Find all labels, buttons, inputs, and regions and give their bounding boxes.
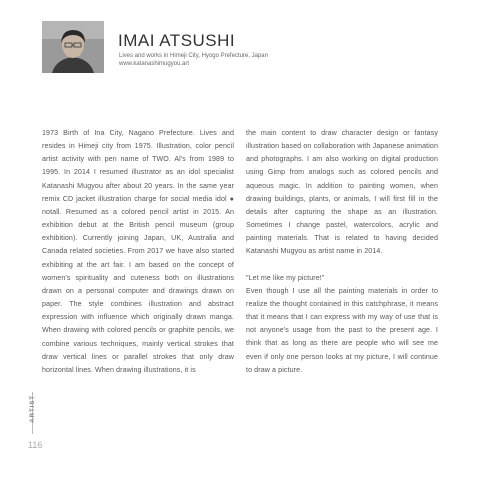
page-number: 116 — [28, 440, 43, 450]
artist-location: Lives and works in Himeji City, Hyogo Prefecture, Japan — [119, 53, 268, 59]
biography-right-column — [246, 127, 438, 377]
section-side-label: ARTIST — [30, 395, 36, 423]
artist-name: IMAI ATSUSHI — [118, 31, 236, 50]
biography-paragraph: 1973 Birth of Ina City, Nagano Prefecture. Lives and resides in Himeji city from 1975. Illustration, color pencil artist activity with pen name of TWO. Al's from 1989 to 1995. In 2014 I resumed illustrator as an idol specialist Katanashi Mugyou after about 20 years. In the same year remix CD jacket illustration charge for social media idol ● notall. Resumed as a colored pencil artist in 2015. An exhibition debut at the British pencil museum (group exhibition). Currently joining Japan, UK, Australia and Canada related societies. From 2017 we have also started exhibiting at the art fair. I am based on the concept of women's spirituality and cuteness both on illustrations drawn on a personal computer and drawings drawn on paper. The style combines illustration and abstract expression with influence which originally drawn manga. When drawing with colored pencils or graphite pencils, we combine various techniques, mainly vertical strokes that draw vertical lines or parallel strokes that only draw horizontal lines. When drawing illustrations, it is — [42, 129, 234, 374]
biography-left-column — [42, 127, 234, 377]
artist-website-link[interactable]: www.katanashimugyou.art — [119, 61, 190, 67]
biography-paragraph: Even though I use all the painting materials in order to realize the thought contained in this catchphrase, it means that it means that I can express with my way of use that is not anyone's usage from the past to the present age. I think that as long as there are people who will see me even if only one person looks at my picture, I will continue to draw a picture. — [246, 286, 438, 374]
biography-paragraph: the main content to draw character design or fantasy illustration based on collaboration with Japanese animation and photographs. I am also working on digital production using Gimp from analogs such as colored pencils and aqueous magic. In addition to painting women, when drawing buildings, plants, or animals, I will first fill in the details after capturing the shape as an illustration. Sometimes I change pastel, watercolors, acrylic and painting materials. That is related to having decided Katanashi Mugyou as artist name in 2014. — [246, 129, 438, 256]
catchphrase: "Let me like my picture!" — [246, 273, 325, 282]
portrait-image — [42, 21, 104, 73]
artist-portrait-photo — [42, 21, 104, 73]
